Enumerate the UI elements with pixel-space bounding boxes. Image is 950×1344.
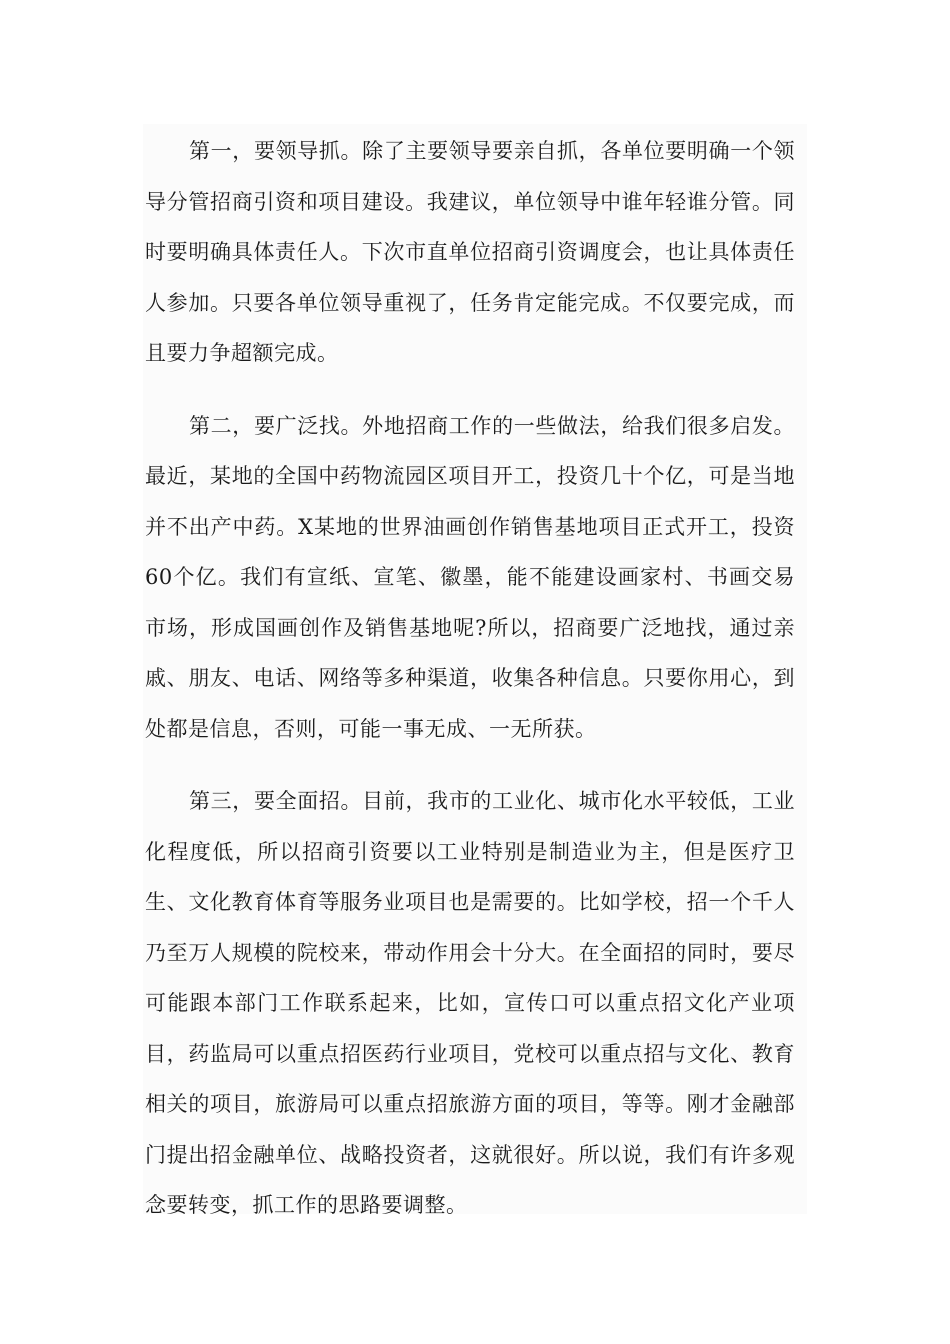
paragraph-3: 第三，要全面招。目前，我市的工业化、城市化水平较低，工业化程度低，所以招商引资要以工业特别是制造业为主，但是医疗卫生、文化教育体育等服务业项目也是需要的。比如学校，招一个千人乃至万人规模的院校来，带动作用会十分大。在全面招的同时，要尽可能跟本部门工作联系起来，比如，宣传口可以重点招文化产业项目，药监局可以重点招医药行业项目，党校可以重点招与文化、教育相关的项目，旅游局可以重点招旅游方面的项目，等等。刚才金融部门提出招金融单位、战略投资者，这就很好。所以说，我们有许多观念要转变，抓工作的思路要调整。 <box>145 789 795 1217</box>
paragraph-2: 第二，要广泛找。外地招商工作的一些做法，给我们很多启发。最近，某地的全国中药物流园区项目开工，投资几十个亿，可是当地并不出产中药。X某地的世界油画创作销售基地项目正式开工，投资60个亿。我们有宣纸、宣笔、徽墨，能不能建设画家村、书画交易市场，形成国画创作及销售基地呢?所以，招商要广泛地找，通过亲戚、朋友、电话、网络等多种渠道，收集各种信息。只要你用心，到处都是信息，否则，可能一事无成、一无所获。 <box>145 413 795 741</box>
document-body <box>145 126 795 1231</box>
paragraph-1: 第一，要领导抓。除了主要领导要亲自抓，各单位要明确一个领导分管招商引资和项目建设。我建议，单位领导中谁年轻谁分管。同时要明确具体责任人。下次市直单位招商引资调度会，也让具体责任人参加。只要各单位领导重视了，任务肯定能完成。不仅要完成，而且要力争超额完成。 <box>145 139 795 365</box>
